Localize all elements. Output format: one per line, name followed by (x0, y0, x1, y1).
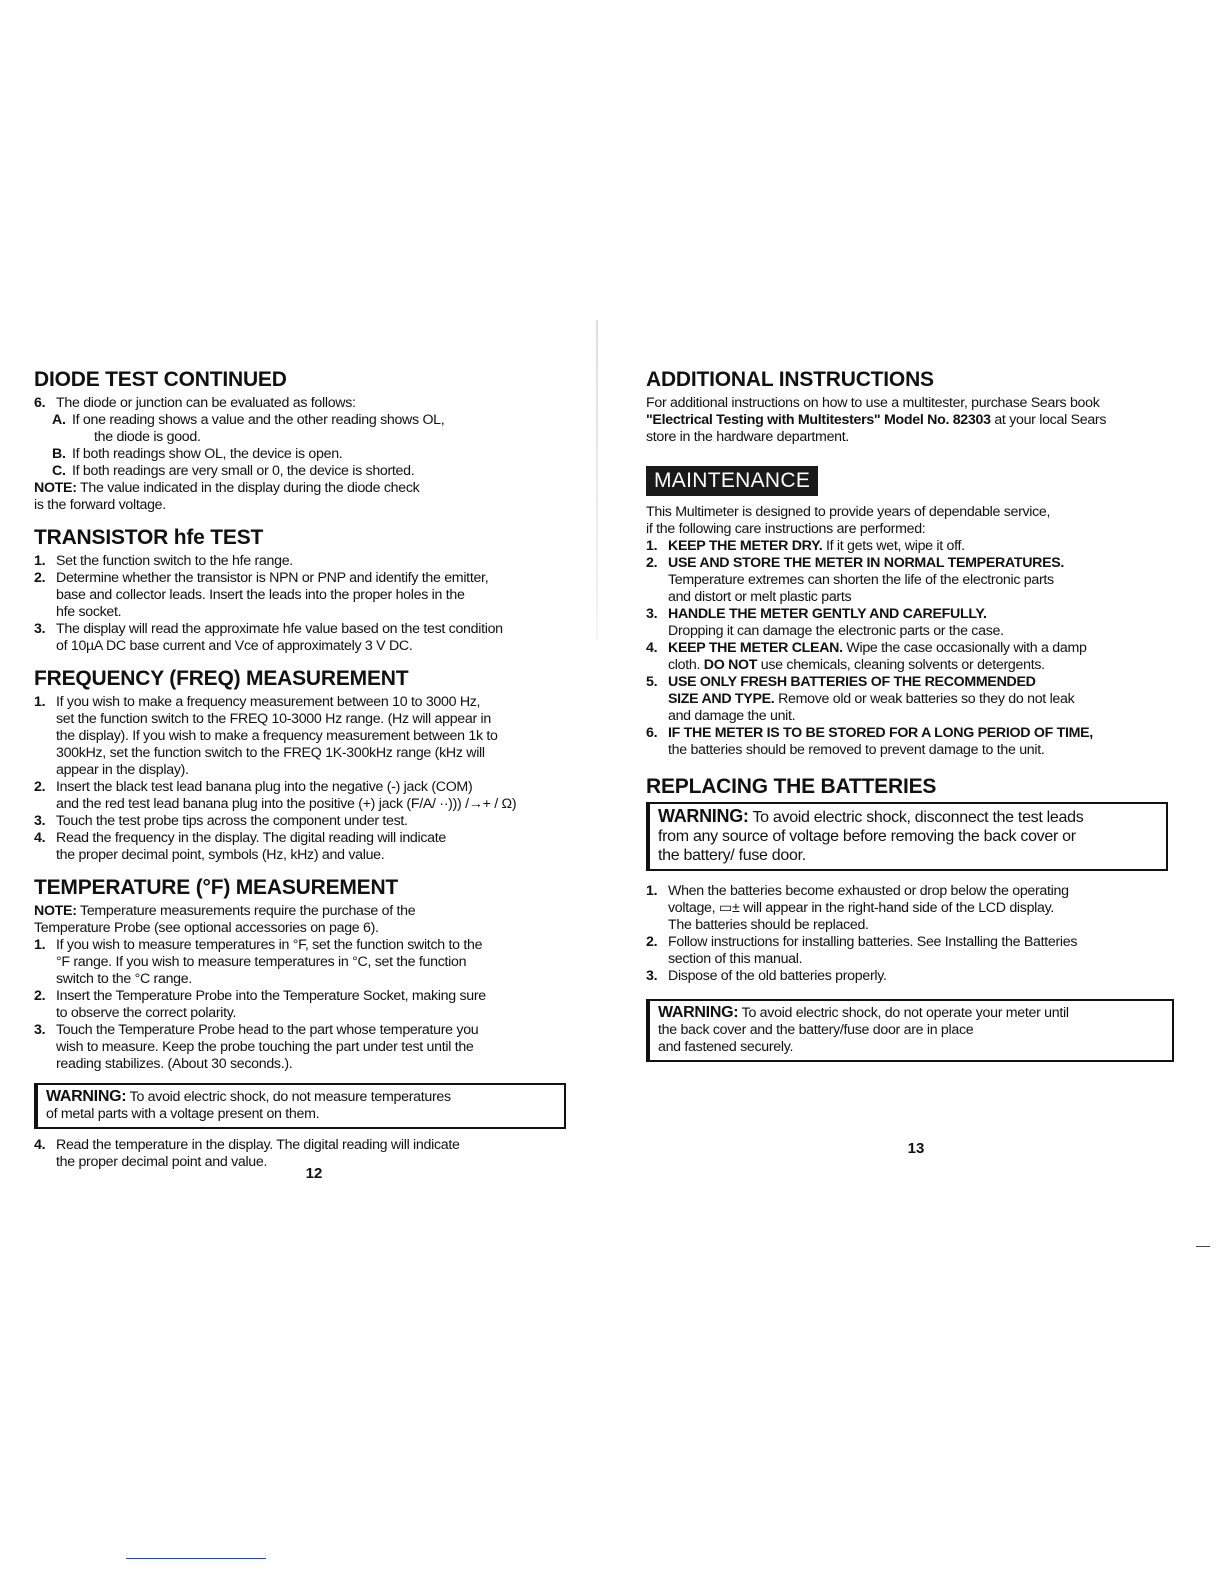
item-number: 3. (34, 1022, 46, 1038)
item-line: the proper decimal point, symbols (Hz, kHz) and value. (56, 847, 385, 863)
item-line: appear in the display). (56, 762, 189, 778)
subitem-letter: C. (52, 463, 66, 479)
warning-line (658, 807, 1158, 827)
subitem-line: If one reading shows a value and the other reading shows OL, (72, 412, 445, 428)
replacing-batteries-title: REPLACING THE BATTERIES (646, 775, 937, 798)
book-title: "Electrical Testing with Multitesters" Model No. 82303 (646, 412, 991, 428)
temperature-note (34, 903, 582, 920)
warning-label: WARNING: (658, 806, 749, 826)
page-12 (34, 368, 582, 1183)
item-heading: USE AND STORE THE METER IN NORMAL TEMPERATURES. (668, 555, 1065, 571)
item-line: When the batteries become exhausted or drop below the operating (668, 883, 1069, 899)
item-line: the batteries should be removed to prevent damage to the unit. (668, 742, 1045, 758)
subitem-letter: A. (52, 412, 66, 428)
item-line: If you wish to measure temperatures in °F, set the function switch to the (56, 937, 483, 953)
maintenance-item-3 (646, 606, 1180, 640)
item-text: Wipe the case occasionally with a damp (842, 640, 1087, 656)
item-line: Insert the black test lead banana plug into the negative (-) jack (COM) (56, 779, 473, 795)
item-number: 4. (34, 1137, 46, 1153)
note-text: The value indicated in the display during the diode check (80, 480, 420, 496)
item-text: cloth. (668, 657, 704, 673)
step-item (34, 1022, 582, 1073)
item-number: 3. (646, 968, 658, 984)
step-item (34, 813, 582, 830)
note-label: NOTE: (34, 480, 77, 496)
item-line: Dropping it can damage the electronic parts or the case. (668, 623, 1004, 639)
item-number: 2. (646, 934, 658, 950)
item-line: Touch the Temperature Probe head to the part whose temperature you (56, 1022, 479, 1038)
item-line: switch to the °C range. (56, 971, 192, 987)
frequency-steps-list (34, 694, 582, 864)
step-item (646, 968, 1180, 985)
item-line: °F range. If you wish to measure temperatures in °C, set the function (56, 954, 467, 970)
step-item (34, 779, 582, 813)
item-line: reading stabilizes. (About 30 seconds.). (56, 1056, 293, 1072)
warning-line: of metal parts with a voltage present on them. (46, 1106, 320, 1122)
additional-line-2-tail: at your local Sears (990, 412, 1107, 428)
additional-line-1: For additional instructions on how to use a multitester, purchase Sears book (646, 395, 1100, 411)
step-item (34, 621, 582, 655)
warning-text: To avoid electric shock, disconnect the test leads (752, 809, 1084, 826)
diode-note (34, 480, 582, 497)
warning-line (658, 1004, 1164, 1022)
subitem-letter: B. (52, 446, 66, 462)
item-line: the proper decimal point and value. (56, 1154, 268, 1170)
step-item (646, 934, 1180, 968)
maintenance-item-5 (646, 674, 1180, 725)
item-line: Read the temperature in the display. The digital reading will indicate (56, 1137, 460, 1153)
item-line: voltage, ▭± will appear in the right-hand side of the LCD display. (668, 900, 1054, 916)
temperature-item-4 (34, 1137, 582, 1171)
note-text: Temperature measurements require the purchase of the (80, 903, 416, 919)
item-number: 2. (34, 779, 46, 795)
temperature-title: TEMPERATURE (°F) MEASUREMENT (34, 876, 399, 899)
page-13 (646, 368, 1180, 1158)
item-number: 1. (34, 937, 46, 953)
item-line: and distort or melt plastic parts (668, 589, 852, 605)
item-text: Remove old or weak batteries so they do not leak (774, 691, 1075, 707)
diode-test-title: DIODE TEST CONTINUED (34, 368, 287, 391)
subitem-line: the diode is good. (94, 429, 201, 445)
item-number: 1. (34, 553, 46, 569)
step-item (34, 988, 582, 1022)
maintenance-intro-2: if the following care instructions are performed: (646, 521, 926, 537)
item-line: base and collector leads. Insert the leads into the proper holes in the (56, 587, 465, 603)
diode-subitem-c (34, 463, 582, 480)
frequency-title: FREQUENCY (FREQ) MEASUREMENT (34, 667, 409, 690)
temperature-note-line2: Temperature Probe (see optional accessories on page 6). (34, 920, 379, 936)
item-line: wish to measure. Keep the probe touching the part under test until the (56, 1039, 474, 1055)
margin-mark (1196, 1246, 1210, 1247)
item-line: The display will read the approximate hfe value based on the test condition (56, 621, 503, 637)
warning-text: To avoid electric shock, do not measure temperatures (129, 1089, 451, 1105)
batteries-steps-list (646, 883, 1180, 985)
warning-line: the back cover and the battery/fuse door are in place (658, 1022, 974, 1038)
item-heading: USE ONLY FRESH BATTERIES OF THE RECOMMENDED (668, 674, 1036, 690)
subitem-line: If both readings show OL, the device is open. (72, 446, 343, 462)
item-number: 1. (646, 538, 658, 554)
diode-note-line2: is the forward voltage. (34, 497, 166, 513)
page-number: 13 (907, 1140, 925, 1157)
item-line: Follow instructions for installing batteries. See Installing the Batteries (668, 934, 1078, 950)
warning-text: To avoid electric shock, do not operate your meter until (741, 1005, 1069, 1021)
item-line: hfe socket. (56, 604, 122, 620)
maintenance-intro-1: This Multimeter is designed to provide years of dependable service, (646, 504, 1051, 520)
item-heading: KEEP THE METER DRY. (668, 538, 823, 554)
maintenance-item-6 (646, 725, 1180, 759)
item-number: 2. (646, 555, 658, 571)
item-line (668, 640, 1180, 657)
warning-label: WARNING: (658, 1004, 739, 1021)
item-heading: HANDLE THE METER GENTLY AND CAREFULLY. (668, 606, 987, 622)
item-line: Read the frequency in the display. The digital reading will indicate (56, 830, 446, 846)
item-line: of 10µA DC base current and Vce of approximately 3 V DC. (56, 638, 413, 654)
maintenance-item-2 (646, 555, 1180, 606)
item-emphasis: DO NOT (703, 657, 758, 673)
item-line: set the function switch to the FREQ 10-3000 Hz range. (Hz will appear in (56, 711, 491, 727)
transistor-test-title: TRANSISTOR hfe TEST (34, 526, 264, 549)
maintenance-banner: MAINTENANCE (646, 466, 818, 496)
transistor-steps-list (34, 553, 582, 655)
item-number: 3. (34, 813, 46, 829)
maintenance-item-4 (646, 640, 1180, 674)
warning-line: the battery/ fuse door. (658, 847, 806, 864)
step-item (34, 553, 582, 570)
additional-instructions-title: ADDITIONAL INSTRUCTIONS (646, 368, 934, 391)
item-line: and the red test lead banana plug into the positive (+) jack (F/A/ ··))) /→+ / Ω) (56, 796, 517, 812)
item-number: 1. (646, 883, 658, 899)
item-number: 3. (34, 621, 46, 637)
temperature-warning-box (34, 1083, 566, 1129)
item-number: 3. (646, 606, 658, 622)
step-item (646, 883, 1180, 934)
item-number: 6. (34, 395, 46, 411)
additional-line-2 (646, 412, 1180, 429)
item-number: 1. (34, 694, 46, 710)
warning-line (46, 1088, 556, 1106)
item-number: 4. (34, 830, 46, 846)
batteries-warning-box-1 (646, 802, 1168, 871)
item-line: 300kHz, set the function switch to the FREQ 1K-300kHz range (kHz will (56, 745, 485, 761)
item-number: 2. (34, 570, 46, 586)
item-line: the display). If you wish to make a frequency measurement between 1k to (56, 728, 498, 744)
page-number: 12 (305, 1165, 323, 1182)
item-line: The batteries should be replaced. (668, 917, 869, 933)
item-text: The diode or junction can be evaluated as follows: (56, 395, 356, 411)
step-item (34, 570, 582, 621)
footer-rule (126, 1558, 266, 1559)
item-number: 5. (646, 674, 658, 690)
item-number: 4. (646, 640, 658, 656)
item-line: Determine whether the transistor is NPN or PNP and identify the emitter, (56, 570, 489, 586)
item-line: section of this manual. (668, 951, 803, 967)
batteries-warning-box-2 (646, 999, 1174, 1062)
note-label: NOTE: (34, 903, 77, 919)
item-line: to observe the correct polarity. (56, 1005, 237, 1021)
step-item (34, 830, 582, 864)
item-line (668, 691, 1180, 708)
diode-item-6 (34, 395, 582, 412)
item-line: Insert the Temperature Probe into the Temperature Socket, making sure (56, 988, 486, 1004)
item-number: 6. (646, 725, 658, 741)
item-text: If it gets wet, wipe it off. (822, 538, 965, 554)
temperature-steps-list (34, 937, 582, 1073)
spine-shadow (596, 320, 598, 640)
diode-subitem-b (34, 446, 582, 463)
warning-line: from any source of voltage before removing the back cover or (658, 828, 1076, 845)
additional-line-3: store in the hardware department. (646, 429, 850, 445)
item-heading: KEEP THE METER CLEAN. (668, 640, 843, 656)
diode-subitem-a (34, 412, 582, 446)
item-number: 2. (34, 988, 46, 1004)
item-line: Dispose of the old batteries properly. (668, 968, 887, 984)
step-item (34, 694, 582, 779)
subitem-line: If both readings are very small or 0, the device is shorted. (72, 463, 415, 479)
item-heading: IF THE METER IS TO BE STORED FOR A LONG PERIOD OF TIME, (668, 725, 1093, 741)
warning-label: WARNING: (46, 1088, 127, 1105)
step-item (34, 937, 582, 988)
maintenance-item-1 (646, 538, 1180, 555)
item-line: Set the function switch to the hfe range. (56, 553, 293, 569)
item-line (668, 657, 1180, 674)
item-heading-cont: SIZE AND TYPE. (668, 691, 775, 707)
item-line: Temperature extremes can shorten the life of the electronic parts (668, 572, 1054, 588)
item-line: and damage the unit. (668, 708, 796, 724)
item-line: If you wish to make a frequency measurement between 10 to 3000 Hz, (56, 694, 481, 710)
item-line: Touch the test probe tips across the component under test. (56, 813, 408, 829)
item-text: use chemicals, cleaning solvents or detergents. (757, 657, 1045, 673)
warning-line: and fastened securely. (658, 1039, 794, 1055)
